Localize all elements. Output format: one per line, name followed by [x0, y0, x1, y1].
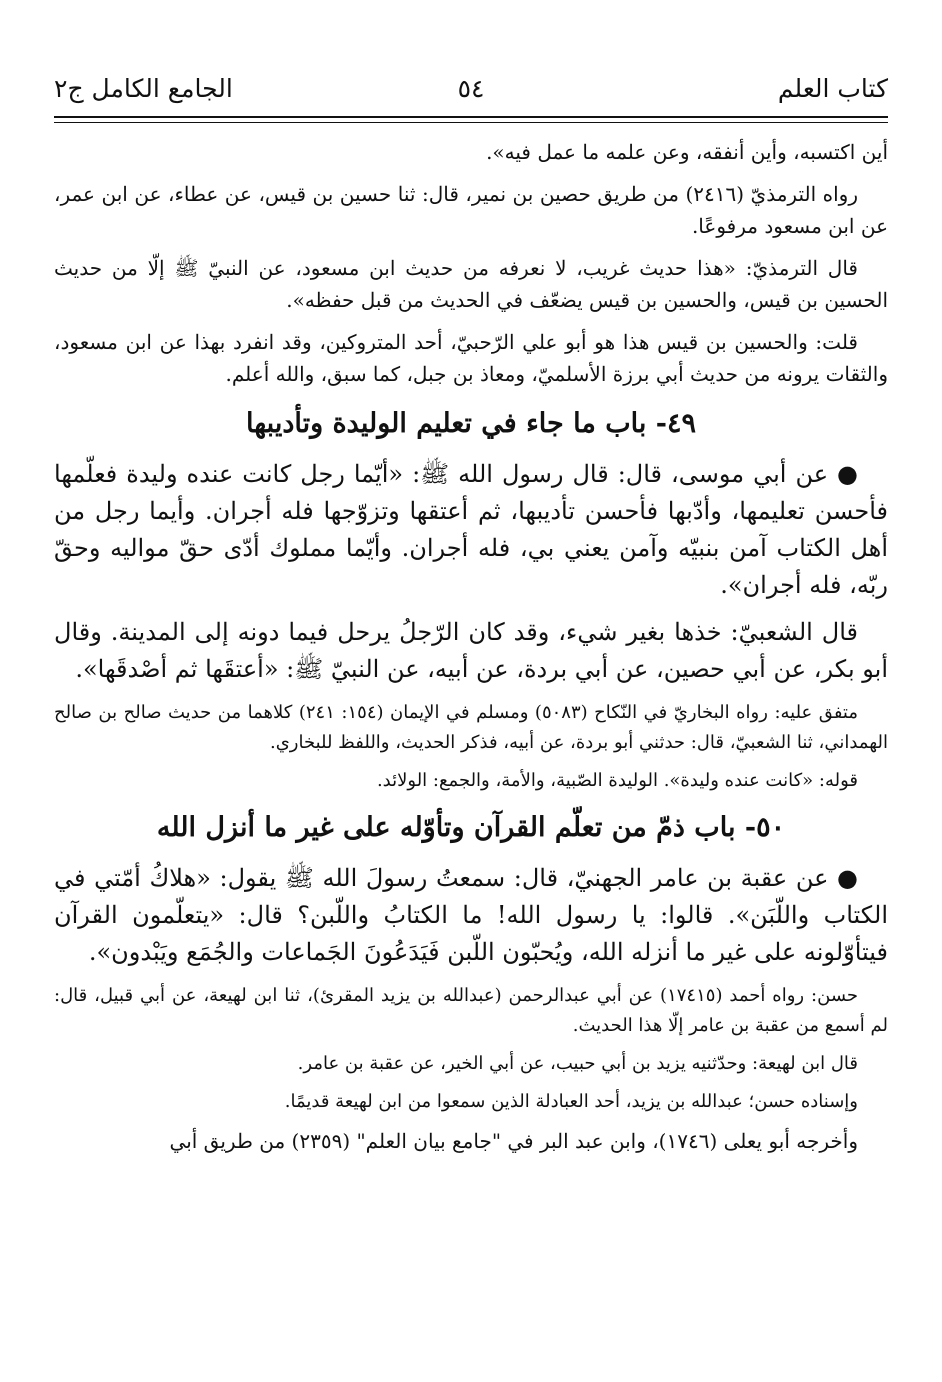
page-body [54, 136, 888, 1157]
footnote: قال ابن لهيعة: وحدّثنيه يزيد بن أبي حبيب، عن أبي الخير، عن عقبة بن عامر. [297, 1053, 858, 1074]
chapter-heading: ٥٠- باب ذمّ من تعلّم القرآن وتأوّله على غير ما أنزل الله [156, 812, 786, 843]
page-number: ٥٤ [457, 74, 485, 103]
paragraph: قلت: والحسين بن قيس هذا هو أبو علي الرّحبيّ، أحد المتروكين، وقد انفرد بهذا عن ابن مسعود، والثقات يرونه من حديث أبي برزة الأسلميّ، ومعاذ بن جبل، كما سبق، والله أعلم. [54, 330, 888, 386]
paragraph: قال الترمذيّ: «هذا حديث غريب، لا نعرفه من حديث ابن مسعود، عن النبيّ ﷺ إلّا من حديث الحسين بن قيس، والحسين بن قيس يضعّف في الحديث من قبل حفظه». [54, 256, 888, 312]
footnote: وإسناده حسن؛ عبدالله بن يزيد، أحد العبادلة الذين سمعوا من ابن لهيعة قديمًا. [284, 1091, 858, 1112]
paragraph: وأخرجه أبو يعلى (١٧٤٦)، وابن عبد البر في "جامع بيان العلم" (٢٣٥٩) من طريق أبي [169, 1129, 858, 1153]
paragraph: أين اكتسبه، وأين أنفقه، وعن علمه ما عمل فيه». [486, 140, 888, 164]
footnote: متفق عليه: رواه البخاريّ في النّكاح (٥٠٨٣) ومسلم في الإيمان (١٥٤: ٢٤١) كلاهما من حديث صالح بن صالح الهمداني، ثنا الشعبيّ، قال: حدثني أبو بردة، عن أبيه، فذكر الحديث، واللفظ للبخاري. [54, 702, 888, 753]
hadith-text: ● عن أبي موسى، قال: قال رسول الله ﷺ: «أيّما رجل كانت عنده وليدة فعلّمها فأحسن تعليمها، وأدّبها فأحسن تأديبها، ثم أعتقها وتزوّجها فله أجران. وأيما رجل من أهل الكتاب آمن بنبيّه وآمن يعني بي، فله أجران. وأيّما مملوك أدّى حقّ مواليه وحقّ ربّه، فله أجران». [54, 460, 888, 599]
paragraph: قال الشعبيّ: خذها بغير شيء، وقد كان الرّجلُ يرحل فيما دونه إلى المدينة. وقال أبو بكر، عن أبي حصين، عن أبي بردة، عن أبيه، عن النبيّ ﷺ: «أعتقَها ثم أصْدقَها». [54, 618, 888, 683]
hadith-text: ● عن عقبة بن عامر الجهنيّ، قال: سمعتُ رسولَ الله ﷺ يقول: «هلاكُ أمّتي في الكتاب واللّبَن». قالوا: يا رسول الله! ما الكتابُ واللّبن؟ قال: «يتعلّمون القرآن فيتأوّلونه على غير ما أنزله الله، ويُحبّون اللّبن فَيَدَعُونَ الجَماعات والجُمَع ويَبْدون». [54, 864, 888, 966]
book-title: الجامع الكامل ج٢ [54, 74, 233, 103]
paragraph: رواه الترمذيّ (٢٤١٦) من طريق حصين بن نمير، قال: ثنا حسين بن قيس، عن عطاء، عن ابن عمر، عن ابن مسعود مرفوعًا. [54, 182, 888, 238]
book-chapter-title: كتاب العلم [777, 74, 888, 103]
header-rule-thin [54, 122, 888, 123]
footnote: حسن: رواه أحمد (١٧٤١٥) عن أبي عبدالرحمن (عبدالله بن يزيد المقرئ)، ثنا ابن لهيعة، عن أبي قبيل، قال: لم أسمع من عقبة بن عامر إلّا هذا الحديث. [54, 985, 888, 1036]
header-rule-thick [54, 116, 888, 118]
footnote: قوله: «كانت عنده وليدة». الوليدة الصّبية، والأمة، والجمع: الولائد. [376, 770, 858, 791]
chapter-heading: ٤٩- باب ما جاء في تعليم الوليدة وتأديبها [246, 408, 696, 439]
page-header [54, 64, 888, 120]
